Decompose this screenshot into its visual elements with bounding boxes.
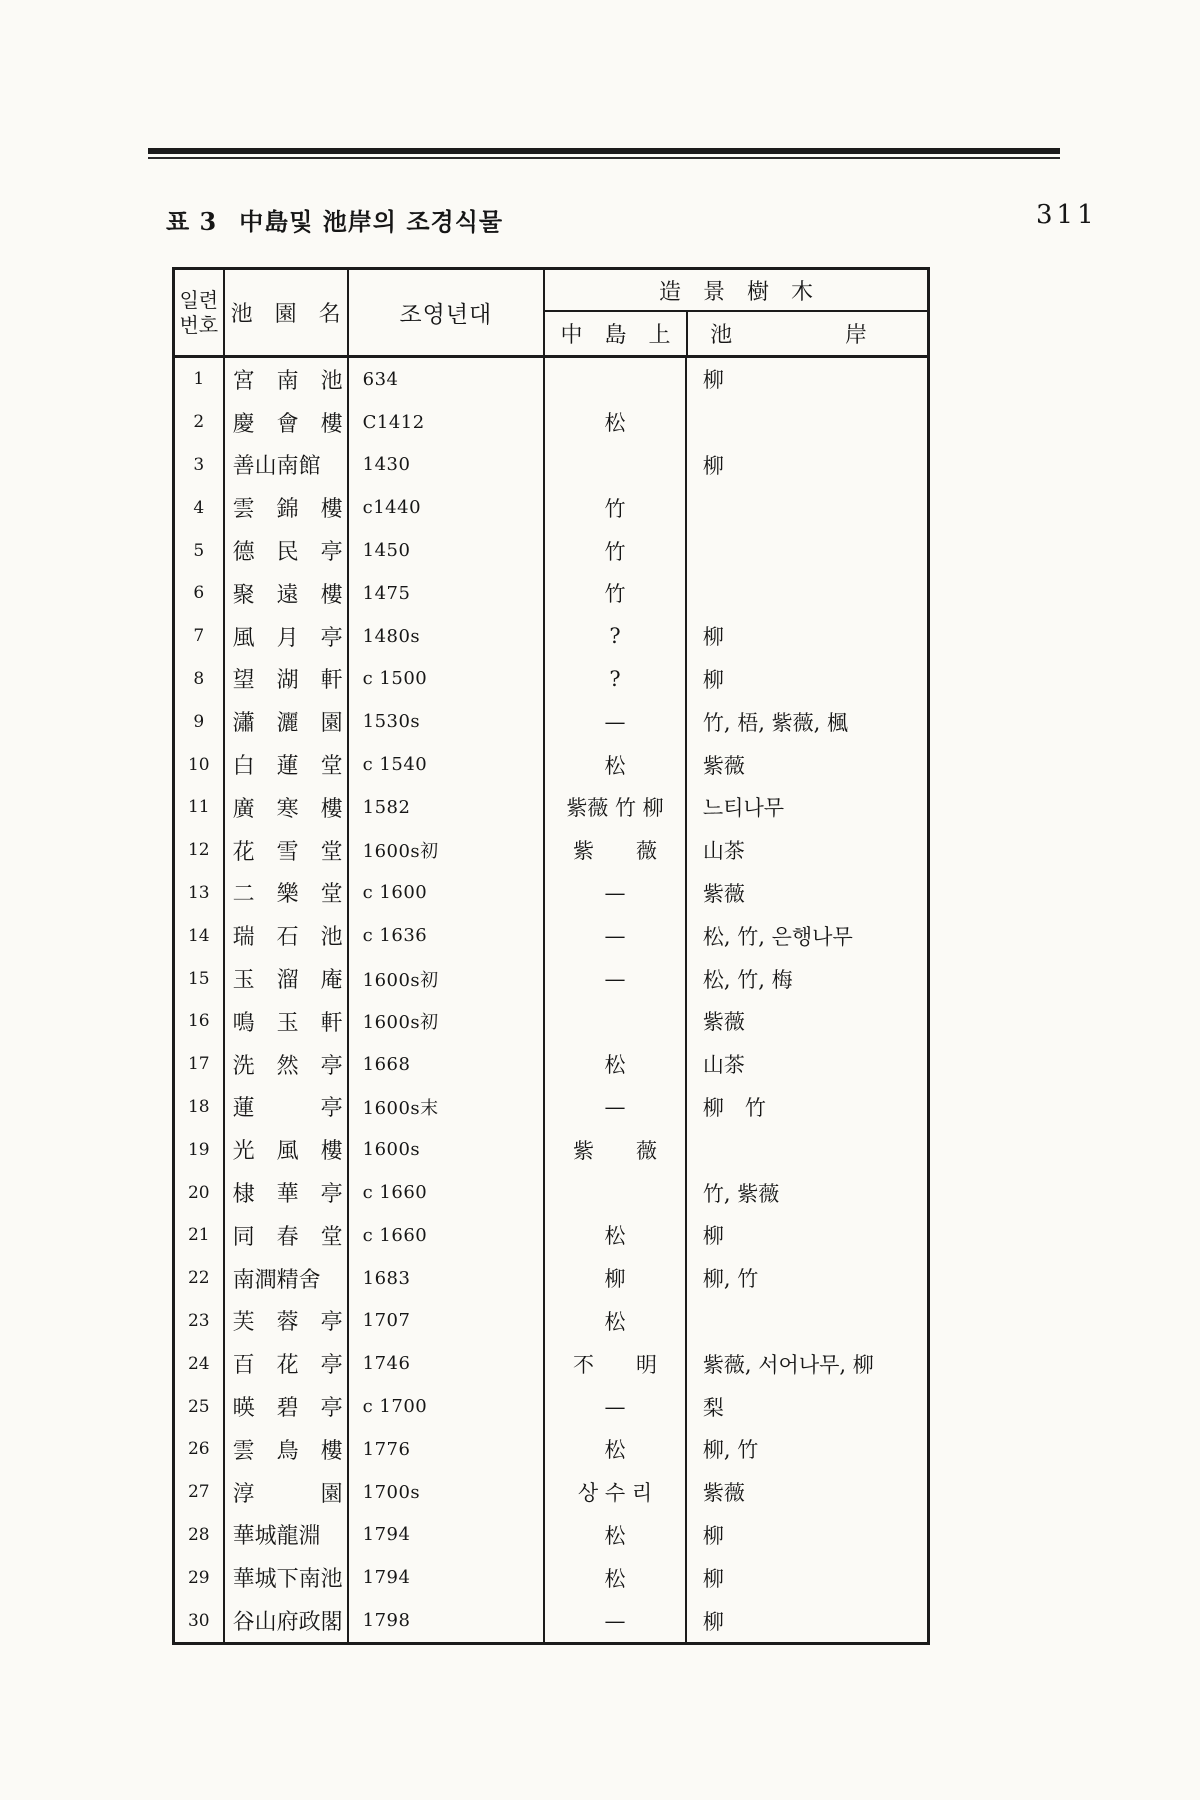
era-cell: c 1600 — [349, 872, 545, 915]
table-row — [175, 658, 927, 701]
shore-cell: 山茶 — [702, 839, 745, 864]
shore-cell: 느티나무 — [702, 796, 785, 821]
island-cell: 松 — [545, 1043, 687, 1086]
name-cell: 洗 然 亭 — [225, 1043, 349, 1086]
name-cell: 雲 錦 樓 — [225, 486, 349, 529]
table-row — [175, 1385, 927, 1428]
name-cell: 百 花 亭 — [225, 1342, 349, 1385]
no-cell: 16 — [175, 1000, 225, 1043]
shore-cell: 紫薇 — [702, 881, 745, 906]
island-cell: — — [545, 914, 687, 957]
era-cell: 1475 — [349, 572, 545, 615]
header-pond-shore — [688, 312, 927, 355]
table-row — [175, 1086, 927, 1129]
era-cell: 1794 — [349, 1514, 545, 1557]
no-cell: 21 — [175, 1214, 225, 1257]
shore-cell — [687, 486, 927, 529]
table-caption-title: 中島및 池岸의 조경식물 — [239, 207, 504, 236]
header-landscape-trees: 造 景 樹 木 — [545, 270, 927, 312]
name-cell: 慶 會 樓 — [225, 401, 349, 444]
no-cell: 17 — [175, 1043, 225, 1086]
no-cell: 20 — [175, 1171, 225, 1214]
page-number: 311 — [1036, 200, 1098, 230]
island-cell: 松 — [545, 1300, 687, 1343]
name-cell: 二 樂 堂 — [225, 872, 349, 915]
shore-cell: 紫薇 — [702, 1010, 745, 1035]
island-cell: 柳 — [545, 1257, 687, 1300]
table-row — [175, 743, 927, 786]
name-cell: 白 蓮 堂 — [225, 743, 349, 786]
header-garden-name: 池 園 名 — [225, 270, 349, 355]
island-cell: 상 수 리 — [545, 1471, 687, 1514]
shore-cell: 柳 — [702, 667, 724, 692]
no-cell: 18 — [175, 1086, 225, 1129]
shore-cell — [687, 401, 927, 444]
table-row — [175, 700, 927, 743]
header-trees-subrow — [545, 312, 927, 355]
name-cell: 聚 遠 樓 — [225, 572, 349, 615]
no-cell: 23 — [175, 1300, 225, 1343]
name-cell: 德 民 亭 — [225, 529, 349, 572]
no-cell: 8 — [175, 658, 225, 701]
era-cell: 1600s — [349, 1128, 545, 1171]
no-cell: 9 — [175, 700, 225, 743]
table-row — [175, 572, 927, 615]
era-cell: 1450 — [349, 529, 545, 572]
island-cell: — — [545, 872, 687, 915]
island-cell: 竹 — [545, 572, 687, 615]
shore-cell: 梨 — [702, 1395, 724, 1420]
shore-cell: 柳 竹 — [702, 1095, 766, 1120]
table-row — [175, 486, 927, 529]
era-cell: 1776 — [349, 1428, 545, 1471]
name-cell: 棣 華 亭 — [225, 1171, 349, 1214]
era-cell: 1600s初 — [349, 957, 545, 1000]
table-caption — [166, 202, 503, 237]
era-cell: 1430 — [349, 444, 545, 487]
era-cell: 1480s — [349, 615, 545, 658]
shore-cell: 紫薇 — [702, 753, 745, 778]
era-cell: 1707 — [349, 1300, 545, 1343]
name-cell: 同 春 堂 — [225, 1214, 349, 1257]
shore-cell: 松, 竹, 은행나무 — [702, 924, 853, 949]
table-row — [175, 1514, 927, 1557]
island-cell: — — [545, 700, 687, 743]
table-row — [175, 1214, 927, 1257]
era-cell: 1582 — [349, 786, 545, 829]
table-body — [175, 358, 927, 1642]
era-cell: 634 — [349, 358, 545, 401]
table-row — [175, 1128, 927, 1171]
shore-cell: 柳 — [702, 1566, 724, 1591]
no-cell: 26 — [175, 1428, 225, 1471]
island-cell — [545, 444, 687, 487]
era-cell: C1412 — [349, 401, 545, 444]
island-cell: — — [545, 1086, 687, 1129]
no-cell: 22 — [175, 1257, 225, 1300]
name-cell: 暎 碧 亭 — [225, 1385, 349, 1428]
table-row — [175, 358, 927, 401]
island-cell — [545, 1171, 687, 1214]
shore-cell: 山茶 — [702, 1053, 745, 1078]
no-cell: 6 — [175, 572, 225, 615]
landscape-plants-table — [172, 267, 930, 1645]
header-trees-group-block — [545, 270, 927, 355]
island-cell: 竹 — [545, 529, 687, 572]
table-row — [175, 1043, 927, 1086]
table-row — [175, 1428, 927, 1471]
island-cell: 松 — [545, 1514, 687, 1557]
shore-cell: 竹, 紫薇 — [702, 1181, 780, 1206]
table-row — [175, 829, 927, 872]
header-serial-number — [175, 270, 225, 355]
no-cell: 11 — [175, 786, 225, 829]
shore-cell: 柳 — [702, 1523, 724, 1548]
name-cell: 蓮 亭 — [225, 1086, 349, 1129]
era-cell: c 1700 — [349, 1385, 545, 1428]
table-row — [175, 401, 927, 444]
table-row — [175, 529, 927, 572]
table-row — [175, 1556, 927, 1599]
name-cell: 宮 南 池 — [225, 358, 349, 401]
era-cell: c 1636 — [349, 914, 545, 957]
era-cell: c 1500 — [349, 658, 545, 701]
shore-cell: 松, 竹, 梅 — [702, 967, 793, 992]
island-cell — [545, 1000, 687, 1043]
shore-cell — [687, 1300, 927, 1343]
header-island-top: 中 島 上 — [545, 312, 688, 355]
header-pond-char: 池 — [710, 323, 733, 348]
island-cell: 松 — [545, 743, 687, 786]
table-row — [175, 1471, 927, 1514]
shore-cell — [687, 572, 927, 615]
era-cell: 1600s初 — [349, 1000, 545, 1043]
era-cell: 1700s — [349, 1471, 545, 1514]
table-row — [175, 1342, 927, 1385]
island-cell: ? — [545, 615, 687, 658]
no-cell: 14 — [175, 914, 225, 957]
shore-cell: 紫薇, 서어나무, 柳 — [702, 1352, 874, 1377]
table-row — [175, 1000, 927, 1043]
no-cell: 19 — [175, 1128, 225, 1171]
name-cell: 鳴 玉 軒 — [225, 1000, 349, 1043]
name-cell: 光 風 樓 — [225, 1128, 349, 1171]
no-cell: 2 — [175, 401, 225, 444]
island-cell: 紫 薇 — [545, 1128, 687, 1171]
island-cell: 松 — [545, 401, 687, 444]
no-cell: 12 — [175, 829, 225, 872]
island-cell — [545, 358, 687, 401]
name-cell: 望 湖 軒 — [225, 658, 349, 701]
island-cell: 松 — [545, 1214, 687, 1257]
island-cell: 不 明 — [545, 1342, 687, 1385]
shore-cell: 竹, 梧, 紫薇, 楓 — [702, 710, 848, 735]
table-row — [175, 1300, 927, 1343]
name-cell: 谷山府政閣 — [225, 1599, 349, 1642]
island-cell: 竹 — [545, 486, 687, 529]
era-cell: 1798 — [349, 1599, 545, 1642]
name-cell: 善山南館 — [225, 444, 349, 487]
island-cell: — — [545, 957, 687, 1000]
shore-cell: 紫薇 — [702, 1481, 745, 1506]
shore-cell: 柳, 竹 — [702, 1438, 759, 1463]
no-cell: 1 — [175, 358, 225, 401]
shore-cell: 柳 — [702, 453, 724, 478]
island-cell: — — [545, 1385, 687, 1428]
shore-cell — [687, 529, 927, 572]
table-row — [175, 957, 927, 1000]
era-cell: 1668 — [349, 1043, 545, 1086]
era-cell: 1683 — [349, 1257, 545, 1300]
shore-cell: 柳 — [702, 368, 724, 393]
table-row — [175, 1599, 927, 1642]
no-cell: 10 — [175, 743, 225, 786]
table-row — [175, 615, 927, 658]
shore-cell: 柳 — [702, 1224, 724, 1249]
name-cell: 芙 蓉 亭 — [225, 1300, 349, 1343]
name-cell: 瀟 灑 園 — [225, 700, 349, 743]
top-double-rule — [148, 148, 1060, 162]
island-cell: 松 — [545, 1556, 687, 1599]
table-row — [175, 444, 927, 487]
era-cell: 1794 — [349, 1556, 545, 1599]
table-header — [175, 270, 927, 358]
name-cell: 南澗精舍 — [225, 1257, 349, 1300]
no-cell: 7 — [175, 615, 225, 658]
island-cell: 紫 薇 — [545, 829, 687, 872]
era-cell: 1600s末 — [349, 1086, 545, 1129]
no-cell: 4 — [175, 486, 225, 529]
era-cell: c 1660 — [349, 1214, 545, 1257]
table-row — [175, 1257, 927, 1300]
era-cell: 1746 — [349, 1342, 545, 1385]
header-construction-era: 조영년대 — [349, 270, 545, 355]
era-cell: c1440 — [349, 486, 545, 529]
era-cell: c 1540 — [349, 743, 545, 786]
name-cell: 華城龍淵 — [225, 1514, 349, 1557]
no-cell: 13 — [175, 872, 225, 915]
shore-cell — [687, 1128, 927, 1171]
name-cell: 雲 鳥 樓 — [225, 1428, 349, 1471]
header-serial-top: 일련 — [179, 287, 219, 312]
table-row — [175, 1171, 927, 1214]
no-cell: 5 — [175, 529, 225, 572]
no-cell: 30 — [175, 1599, 225, 1642]
header-shore-char: 岸 — [844, 323, 867, 348]
table-row — [175, 872, 927, 915]
no-cell: 24 — [175, 1342, 225, 1385]
name-cell: 淳 園 — [225, 1471, 349, 1514]
no-cell: 29 — [175, 1556, 225, 1599]
island-cell: ? — [545, 658, 687, 701]
header-serial-bottom: 번호 — [179, 312, 219, 337]
table-row — [175, 786, 927, 829]
era-cell: 1600s初 — [349, 829, 545, 872]
name-cell: 廣 寒 樓 — [225, 786, 349, 829]
table-caption-label: 표 3 — [166, 207, 218, 236]
name-cell: 瑞 石 池 — [225, 914, 349, 957]
era-cell: c 1660 — [349, 1171, 545, 1214]
shore-cell: 柳, 竹 — [702, 1267, 759, 1292]
name-cell: 花 雪 堂 — [225, 829, 349, 872]
table-row — [175, 914, 927, 957]
island-cell: — — [545, 1599, 687, 1642]
island-cell: 紫薇 竹 柳 — [545, 786, 687, 829]
no-cell: 3 — [175, 444, 225, 487]
no-cell: 27 — [175, 1471, 225, 1514]
shore-cell: 柳 — [702, 1609, 724, 1634]
no-cell: 28 — [175, 1514, 225, 1557]
no-cell: 25 — [175, 1385, 225, 1428]
shore-cell: 柳 — [702, 625, 724, 650]
era-cell: 1530s — [349, 700, 545, 743]
name-cell: 玉 溜 庵 — [225, 957, 349, 1000]
island-cell: 松 — [545, 1428, 687, 1471]
name-cell: 華城下南池 — [225, 1556, 349, 1599]
no-cell: 15 — [175, 957, 225, 1000]
name-cell: 風 月 亭 — [225, 615, 349, 658]
